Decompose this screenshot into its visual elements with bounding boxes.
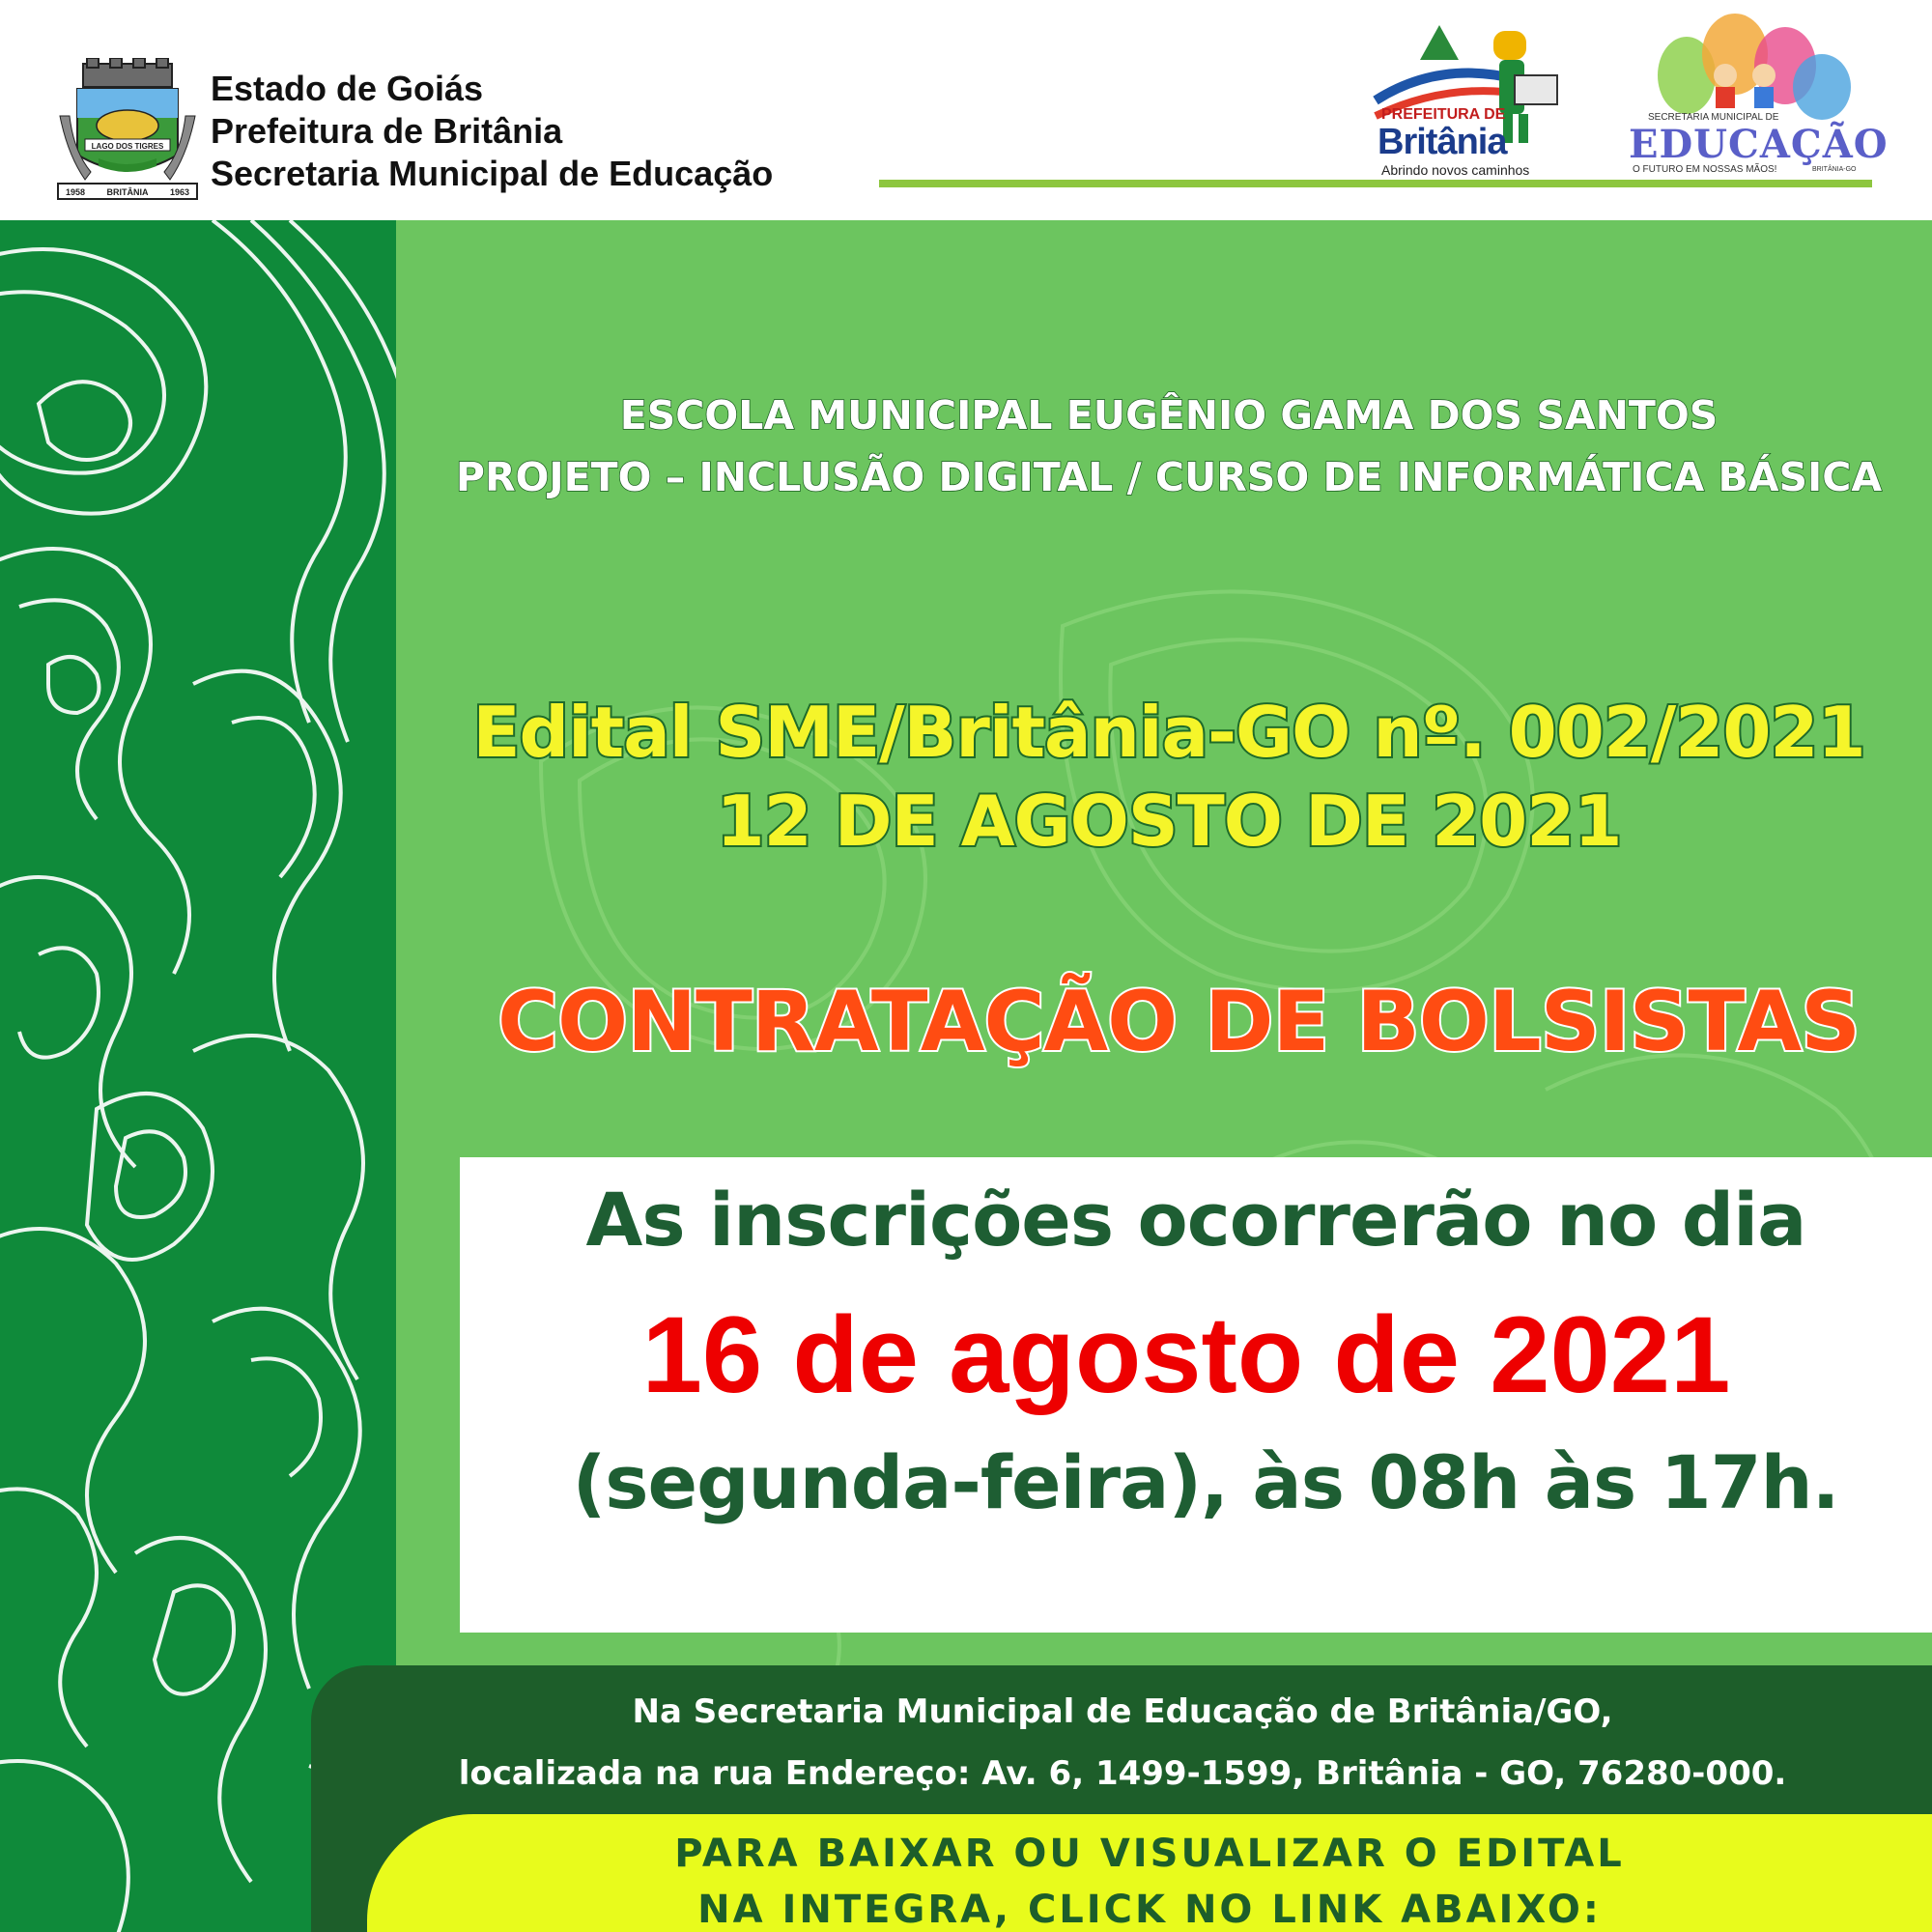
crest-ribbon-text: BRITÂNIA: [106, 187, 149, 197]
registration-date: 16 de agosto de 2021: [641, 1294, 1731, 1415]
edital-date: 12 DE AGOSTO DE 2021: [716, 781, 1622, 862]
educacao-logo-tagline: O FUTURO EM NOSSAS MÃOS!: [1633, 164, 1777, 175]
crest-year-right: 1963: [169, 187, 190, 197]
educacao-logo-top: SECRETARIA MUNICIPAL DE: [1648, 112, 1779, 123]
registration-info-box: [460, 1157, 1932, 1633]
crest-banner-text: LAGO DOS TIGRES: [91, 142, 164, 151]
address-line-2: localizada na rua Endereço: Av. 6, 1499-1599, Britânia - GO, 76280-000.: [458, 1754, 1787, 1793]
registration-intro: As inscrições ocorrerão no dia: [585, 1177, 1806, 1263]
download-line-2: NA INTEGRA, CLICK NO LINK ABAIXO:: [697, 1888, 1602, 1932]
download-edital-panel[interactable]: [367, 1814, 1932, 1932]
coat-of-arms-icon: [56, 58, 199, 205]
prefeitura-britania-logo: [1372, 21, 1584, 176]
address-line-1: Na Secretaria Municipal de Educação de Britânia/GO,: [632, 1692, 1613, 1731]
project-title: PROJETO – INCLUSÃO DIGITAL / CURSO DE INFORMÁTICA BÁSICA: [455, 454, 1883, 500]
britania-logo-tagline: Abrindo novos caminhos: [1381, 162, 1530, 178]
registration-time: (segunda-feira), às 08h às 17h.: [572, 1439, 1839, 1525]
header-divider: [879, 180, 1872, 187]
educacao-logo-name: EDUCAÇÃO: [1629, 122, 1889, 167]
header: [0, 0, 1932, 220]
org-line-prefecture: Prefeitura de Britânia: [211, 111, 563, 151]
educacao-logo-city: BRITÂNIA-GO: [1812, 166, 1857, 173]
school-name: ESCOLA MUNICIPAL EUGÊNIO GAMA DOS SANTOS: [619, 392, 1719, 439]
secretaria-educacao-logo: [1619, 8, 1889, 180]
org-line-state: Estado de Goiás: [211, 69, 484, 108]
headline-contratacao: CONTRATAÇÃO DE BOLSISTAS: [497, 974, 1861, 1070]
britania-logo-top: PREFEITURA DE: [1381, 106, 1506, 123]
poster: [0, 220, 1932, 1932]
crest-year-left: 1958: [65, 187, 86, 197]
organization-lines: [211, 68, 773, 195]
britania-logo-name: Britânia: [1378, 122, 1507, 162]
org-line-secretariat: Secretaria Municipal de Educação: [211, 154, 774, 193]
download-line-1: PARA BAIXAR OU VISUALIZAR O EDITAL: [674, 1832, 1625, 1876]
edital-number: Edital SME/Britânia-GO nº. 002/2021: [472, 692, 1865, 773]
